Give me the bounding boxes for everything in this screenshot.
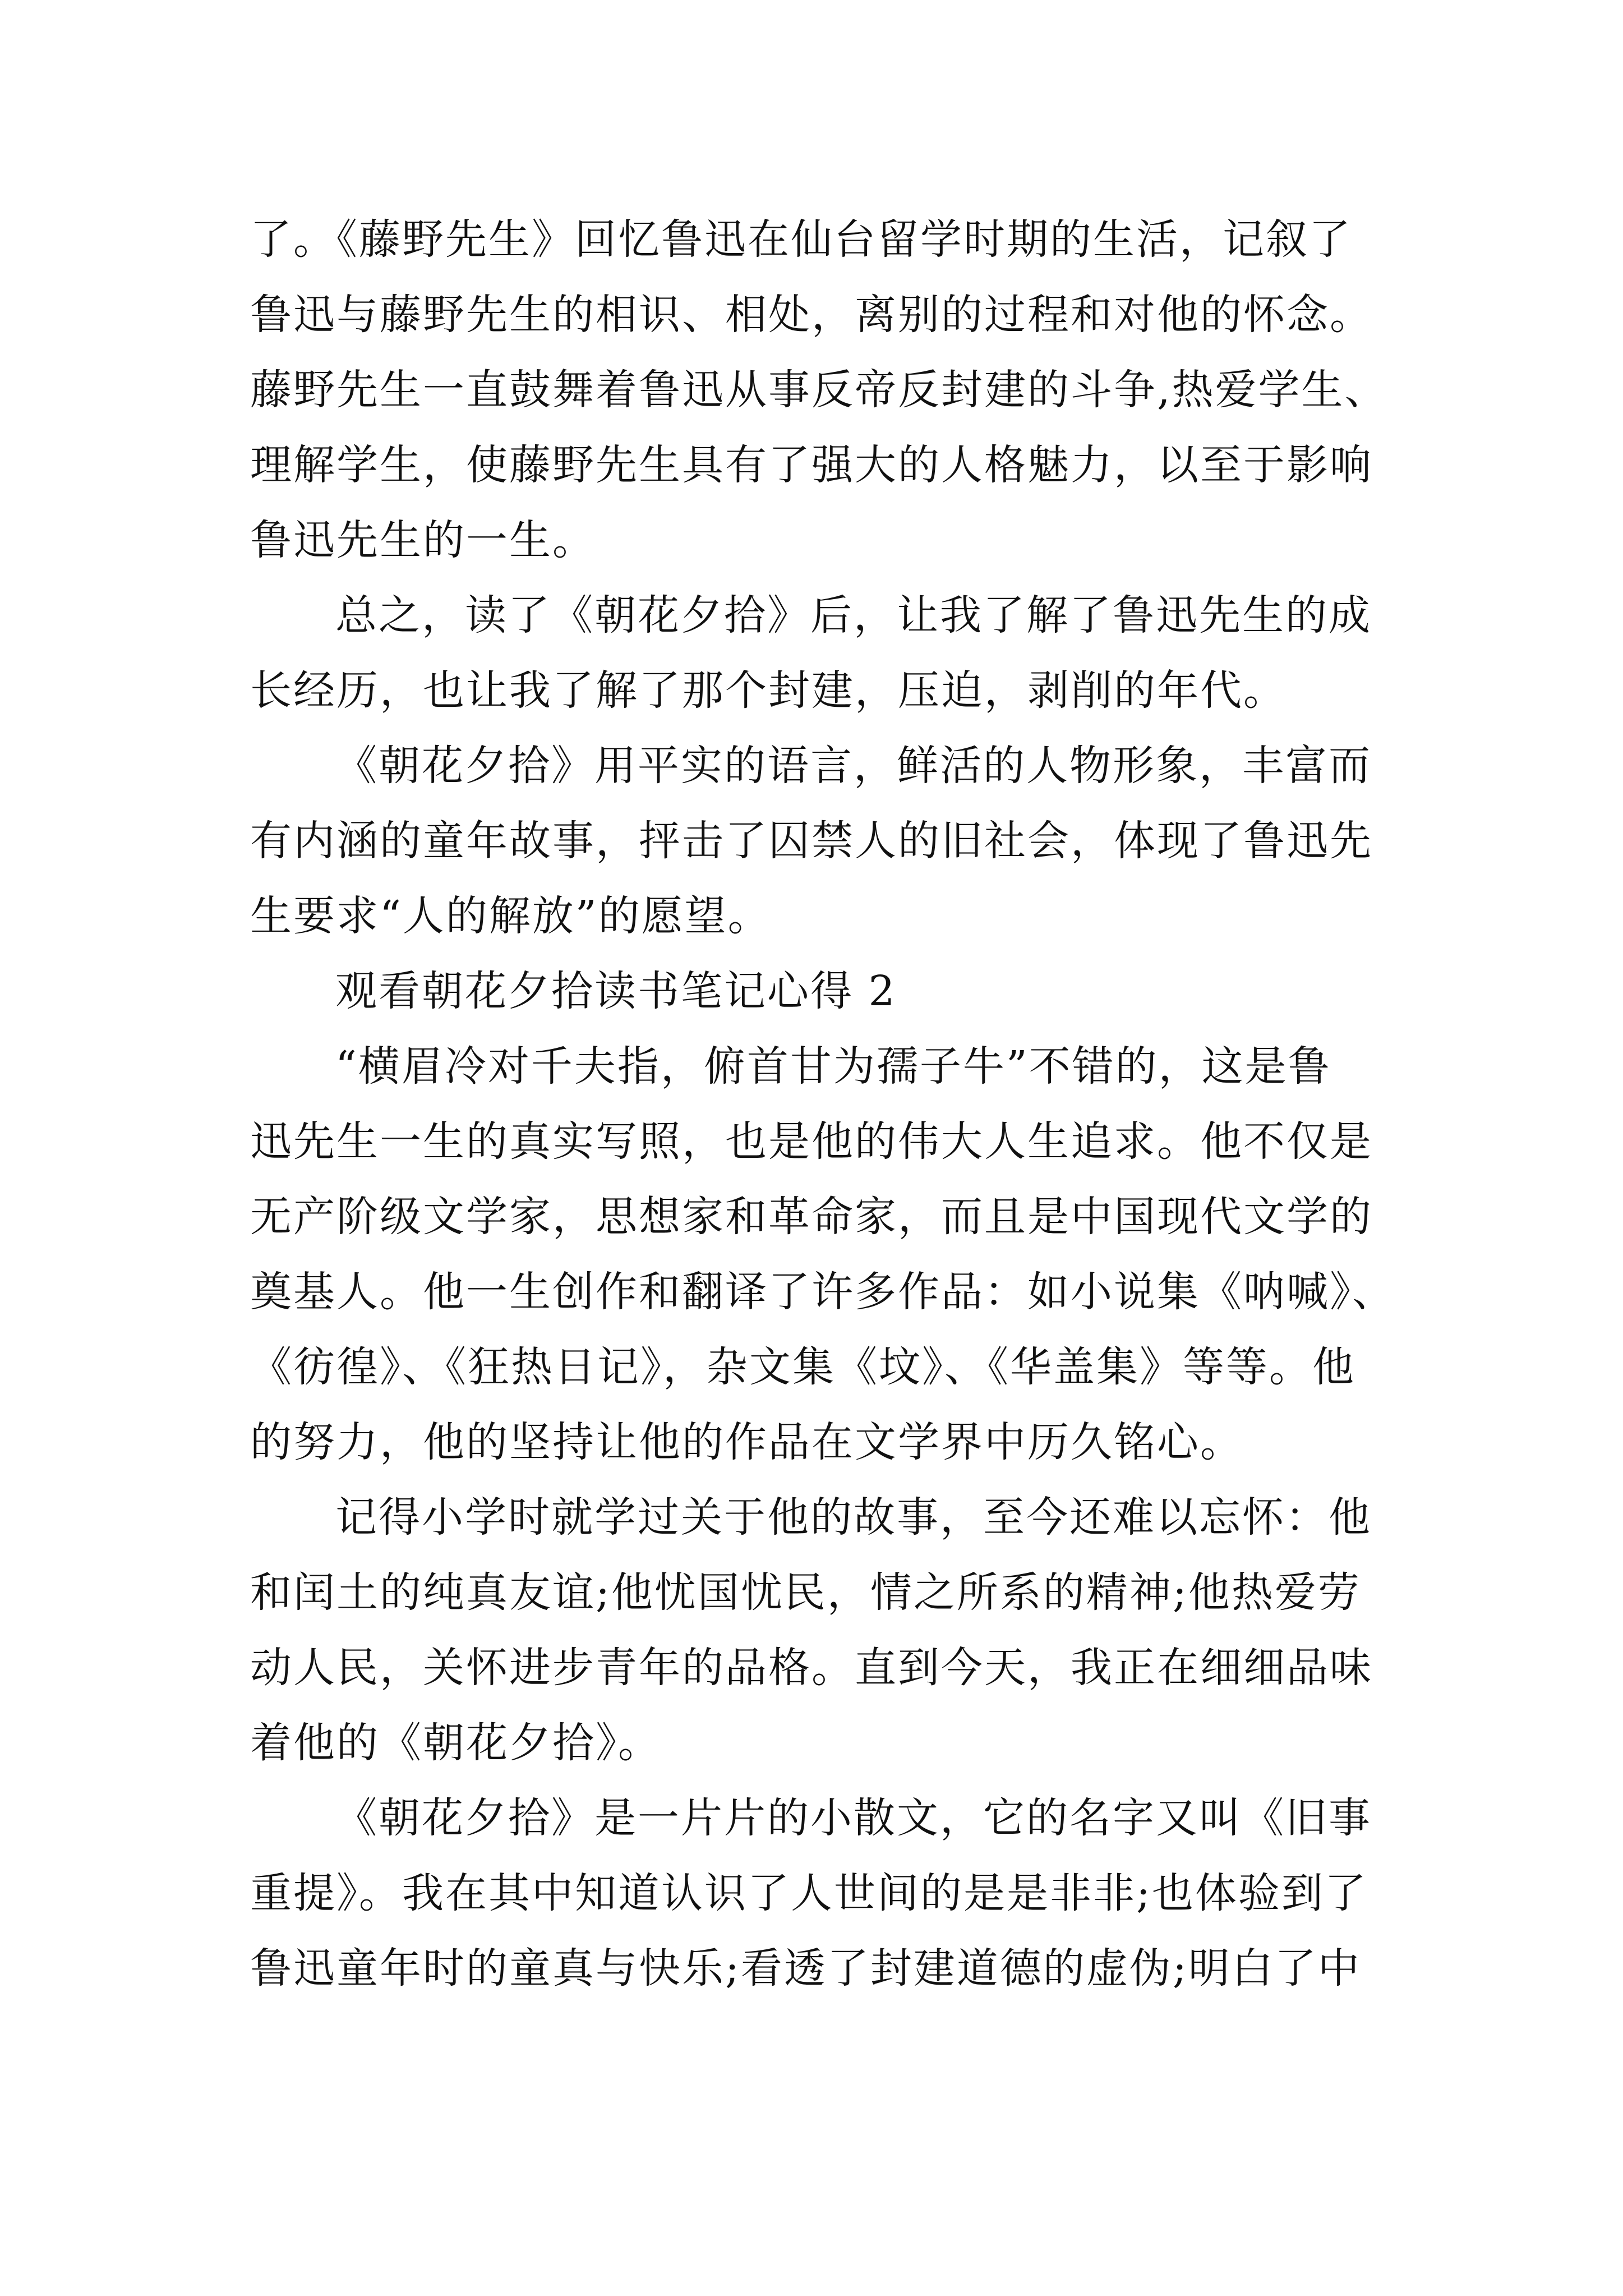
text-line: 总之，读了《朝花夕拾》后，让我了解了鲁迅先生的成 xyxy=(335,591,1372,639)
text-line: 理解学生，使藤野先生具有了强大的人格魅力，以至于影响 xyxy=(250,441,1373,489)
text-line: 无产阶级文学家，思想家和革命家，而且是中国现代文学的 xyxy=(250,1193,1373,1241)
text-line: 了。《藤野先生》回忆鲁迅在仙台留学时期的生活，记叙了 xyxy=(250,215,1352,264)
text-line: 《朝花夕拾》用平实的语言，鲜活的人物形象，丰富而 xyxy=(335,742,1372,790)
text-line: 有内涵的童年故事，抨击了囚禁人的旧社会，体现了鲁迅先 xyxy=(250,817,1373,865)
text-line: 重提》。我在其中知道认识了人世间的是是非非;也体验到了 xyxy=(250,1869,1368,1917)
document-body-text xyxy=(250,202,1428,2006)
text-line: 和闰土的纯真友谊;他忧国忧民，情之所系的精神;他热爱劳 xyxy=(250,1568,1361,1617)
text-line: 藤野先生一直鼓舞着鲁迅从事反帝反封建的斗争,热爱学生、 xyxy=(250,366,1388,414)
text-line: 《朝花夕拾》是一片片的小散文，它的名字又叫《旧事 xyxy=(335,1794,1372,1842)
text-line: 《彷徨》、《狂热日记》，杂文集《坟》、《华盖集》等等。他 xyxy=(250,1343,1355,1391)
text-line: 鲁迅先生的一生。 xyxy=(250,516,596,564)
text-line: 生要求“人的解放”的愿望。 xyxy=(250,892,771,940)
text-line: 的努力，他的坚持让他的作品在文学界中历久铭心。 xyxy=(250,1418,1243,1466)
text-line: “横眉冷对千夫指，俯首甘为孺子牛”不错的，这是鲁 xyxy=(335,1042,1331,1091)
text-line: 奠基人。他一生创作和翻译了许多作品：如小说集《呐喊》、 xyxy=(250,1268,1395,1316)
text-line: 着他的《朝花夕拾》。 xyxy=(250,1719,661,1767)
text-line: 动人民，关怀进步青年的品格。直到今天，我正在细细品味 xyxy=(250,1644,1373,1692)
text-line: 记得小学时就学过关于他的故事，至今还难以忘怀：他 xyxy=(335,1493,1372,1542)
text-line: 迅先生一生的真实写照，也是他的伟大人生追求。他不仅是 xyxy=(250,1117,1373,1166)
text-line: 观看朝花夕拾读书笔记心得 2 xyxy=(335,967,897,1015)
text-line: 鲁迅与藤野先生的相识、相处，离别的过程和对他的怀念。 xyxy=(250,291,1373,339)
text-line: 长经历，也让我了解了那个封建，压迫，剥削的年代。 xyxy=(250,666,1287,715)
text-line: 鲁迅童年时的童真与快乐;看透了封建道德的虚伪;明白了中 xyxy=(250,1944,1361,1993)
